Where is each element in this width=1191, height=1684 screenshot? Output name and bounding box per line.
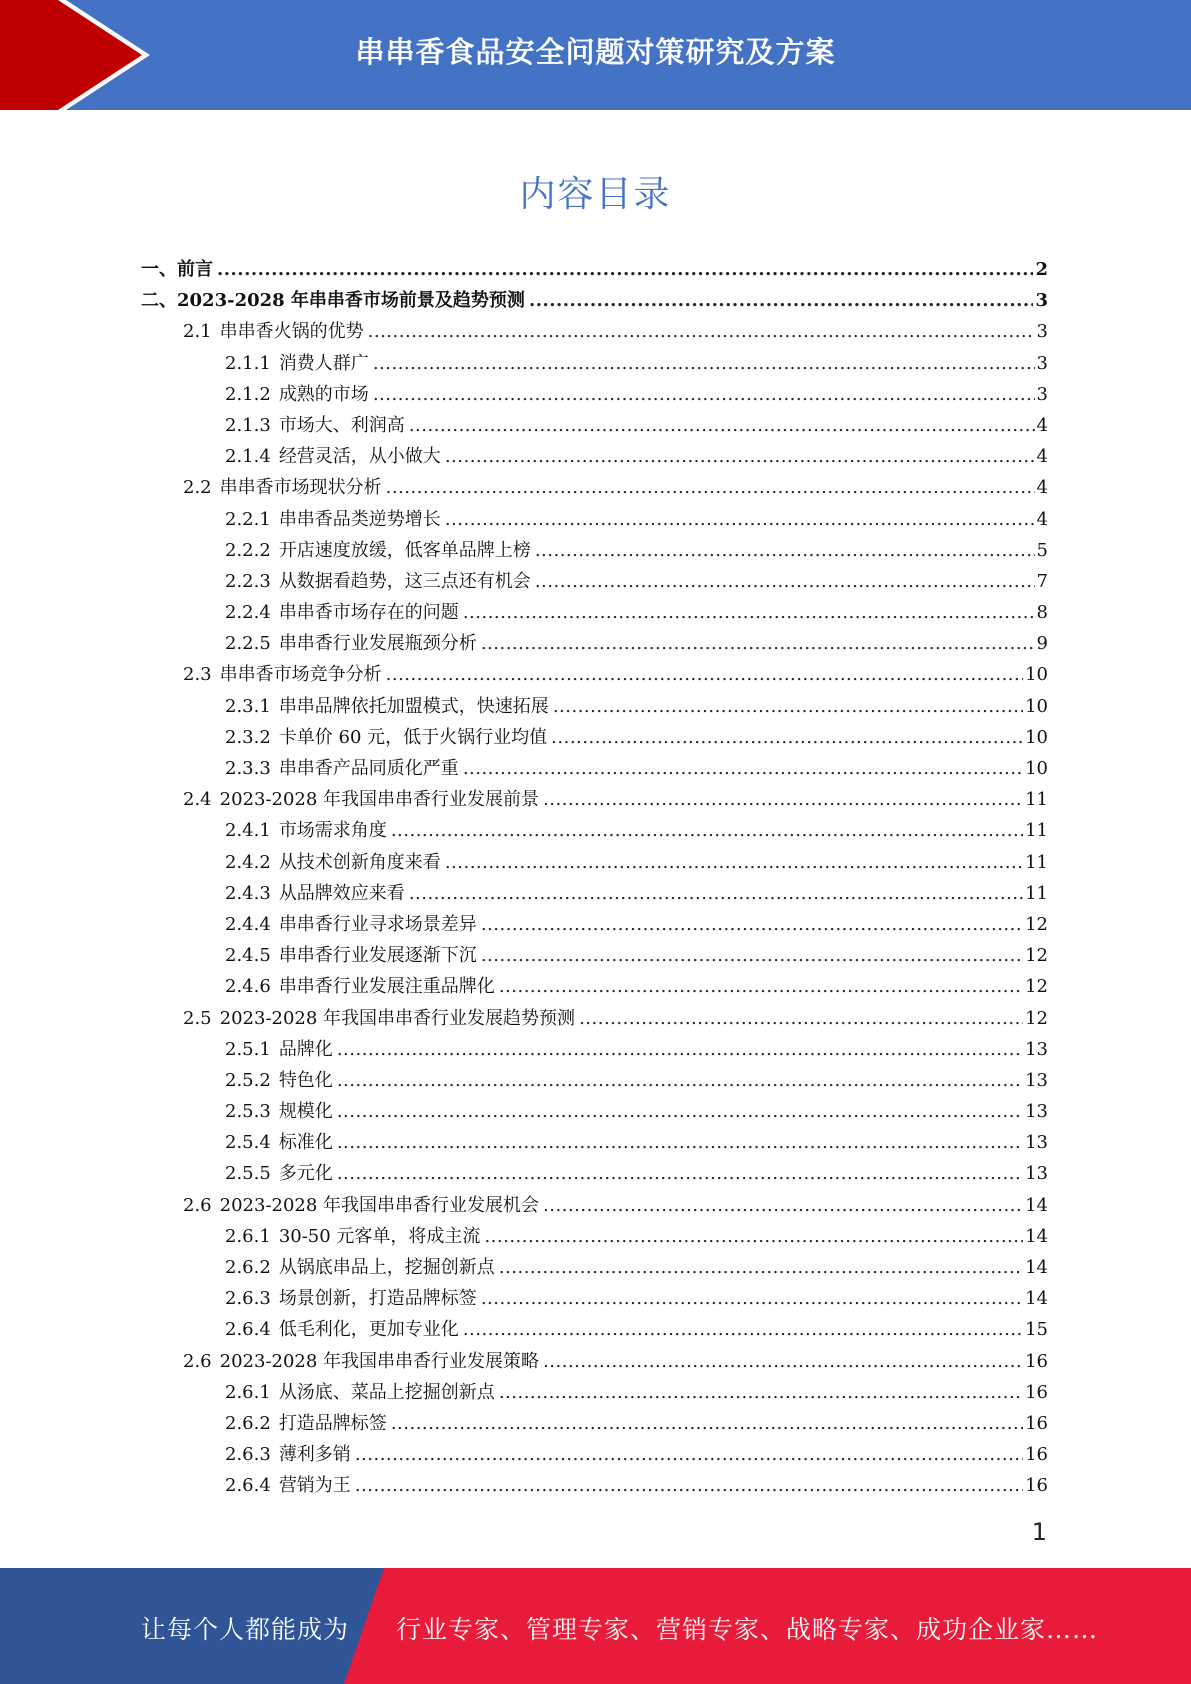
document-title: 串串香食品安全问题对策研究及方案 (355, 35, 836, 69)
header-banner (0, 0, 1191, 110)
toc-entry-page: 4 (1036, 414, 1048, 436)
toc-entry-label: 2023-2028 年我国串串香行业发展机会 (219, 1194, 540, 1216)
toc-entry-label: 串串香行业发展注重品牌化 (278, 976, 495, 998)
toc-dot-leader (543, 784, 1023, 815)
footer-banner (0, 1568, 1191, 1684)
toc-dot-leader (543, 1190, 1023, 1221)
toc-entry-page: 3 (1036, 321, 1048, 343)
toc-entry[interactable] (141, 1377, 1048, 1408)
toc-entry[interactable] (141, 753, 1048, 784)
toc-entry[interactable] (141, 285, 1048, 316)
toc-entry-number: 2.5.3 (225, 1101, 271, 1123)
toc-entry-number: 2.6 (183, 1194, 212, 1216)
toc-dot-leader (499, 1377, 1023, 1408)
toc-dot-leader (579, 1003, 1023, 1034)
toc-entry-label: 2023-2028 年我国串串香行业发展策略 (219, 1350, 540, 1372)
toc-entry-label: 串串品牌依托加盟模式，快速拓展 (278, 695, 549, 717)
toc-entry[interactable] (141, 472, 1048, 503)
toc-entry-page: 16 (1025, 1444, 1048, 1466)
toc-dot-leader (337, 1158, 1023, 1189)
toc-entry-page: 13 (1025, 1069, 1048, 1091)
toc-dot-leader (355, 1470, 1023, 1501)
toc-dot-leader (386, 659, 1023, 690)
toc-entry-page: 10 (1025, 726, 1048, 748)
toc-entry-label: 从品牌效应来看 (278, 882, 405, 904)
toc-entry-label: 从数据看趋势，这三点还有机会 (278, 570, 531, 592)
toc-dot-leader (373, 348, 1035, 379)
toc-entry-page: 11 (1025, 820, 1048, 842)
toc-entry[interactable] (141, 1003, 1048, 1034)
toc-entry-label: 串串香行业寻求场景差异 (278, 913, 477, 935)
toc-entry-number: 2.1 (183, 321, 212, 343)
toc-entry-number: 2.4.3 (225, 882, 271, 904)
toc-entry[interactable] (141, 1283, 1048, 1314)
toc-dot-leader (481, 1283, 1023, 1314)
toc-entry-label: 串串香市场存在的问题 (278, 602, 459, 624)
toc-entry-label: 开店速度放缓，低客单品牌上榜 (278, 539, 531, 561)
toc-entry-label: 串串香市场现状分析 (219, 477, 382, 499)
toc-entry-number: 2.4.6 (225, 976, 271, 998)
toc-entry-label: 标准化 (278, 1132, 333, 1154)
toc-entry-label: 30-50 元客单，将成主流 (278, 1225, 481, 1247)
toc-entry[interactable] (141, 348, 1048, 379)
toc-dot-leader (337, 1127, 1023, 1158)
toc-entry-page: 12 (1025, 976, 1048, 998)
toc-entry[interactable] (141, 1158, 1048, 1189)
toc-entry-page: 5 (1036, 539, 1048, 561)
toc-dot-leader (481, 909, 1023, 940)
toc-entry-number: 2.2.3 (225, 570, 271, 592)
toc-dot-leader (386, 472, 1035, 503)
toc-dot-leader (463, 753, 1023, 784)
toc-entry-number: 2.2.5 (225, 633, 271, 655)
toc-entry-page: 4 (1036, 446, 1048, 468)
toc-entry-page: 16 (1025, 1412, 1048, 1434)
toc-entry-number: 2.5.1 (225, 1038, 271, 1060)
toc-dot-leader (337, 1065, 1023, 1096)
toc-entry-page: 7 (1036, 570, 1048, 592)
toc-entry-page: 13 (1025, 1101, 1048, 1123)
toc-entry[interactable] (141, 1408, 1048, 1439)
toc-entry-number: 2.2.1 (225, 508, 271, 530)
toc-entry-number: 2.4.4 (225, 913, 271, 935)
toc-entry-label: 串串香产品同质化严重 (278, 758, 459, 779)
toc-entry[interactable] (141, 878, 1048, 909)
toc-dot-leader (463, 1314, 1023, 1345)
toc-entry-page: 16 (1025, 1475, 1048, 1497)
toc-entry[interactable] (141, 254, 1048, 285)
toc-entry-number: 2.2.2 (225, 539, 271, 561)
toc-entry-number: 2.1.2 (225, 383, 271, 405)
toc-entry-number: 2.4.5 (225, 945, 271, 967)
toc-entry-page: 13 (1025, 1038, 1048, 1060)
toc-entry[interactable] (141, 566, 1048, 597)
toc-entry-number: 2.5.4 (225, 1132, 271, 1154)
toc-entry[interactable] (141, 847, 1048, 878)
table-of-contents (141, 254, 1048, 1502)
toc-entry[interactable] (141, 940, 1048, 971)
toc-entry-number: 2.4 (183, 789, 212, 811)
toc-entry-number: 2.4.1 (225, 820, 271, 842)
toc-entry-number: 2.6.2 (225, 1257, 271, 1278)
toc-dot-leader (337, 1096, 1023, 1127)
toc-entry-page: 15 (1025, 1319, 1048, 1341)
toc-entry-label: 营销为王 (278, 1475, 351, 1497)
toc-entry-number: 2.6.2 (225, 1412, 271, 1434)
toc-entry-label: 串串香市场竞争分析 (219, 664, 382, 686)
toc-dot-leader (445, 847, 1023, 878)
toc-dot-leader (481, 628, 1035, 659)
toc-dot-leader (391, 815, 1023, 846)
toc-dot-leader (484, 1221, 1023, 1252)
toc-entry-number: 2.3.3 (225, 758, 271, 779)
toc-entry[interactable] (141, 1034, 1048, 1065)
toc-entry[interactable] (141, 410, 1048, 441)
toc-dot-leader (355, 1439, 1023, 1470)
toc-entry[interactable] (141, 379, 1048, 410)
toc-entry-number: 2.5.5 (225, 1163, 271, 1185)
toc-dot-leader (445, 441, 1035, 472)
toc-entry-page: 13 (1025, 1163, 1048, 1185)
toc-entry-number: 2.2.4 (225, 602, 271, 624)
toc-entry-number: 2.6.4 (225, 1475, 271, 1497)
toc-entry-label: 前言 (177, 259, 213, 280)
toc-entry-number: 2.4.2 (225, 851, 271, 873)
toc-entry[interactable] (141, 316, 1048, 347)
toc-entry-label: 薄利多销 (278, 1444, 351, 1466)
toc-entry-label: 特色化 (278, 1069, 333, 1091)
toc-dot-leader (445, 504, 1035, 535)
toc-entry-label: 市场需求角度 (278, 820, 387, 842)
toc-entry-page: 3 (1035, 290, 1048, 312)
toc-entry-page: 4 (1036, 477, 1048, 499)
toc-entry-label: 从汤底、菜品上挖掘创新点 (278, 1381, 495, 1403)
toc-entry[interactable] (141, 1221, 1048, 1252)
toc-entry-number: 2.5.2 (225, 1069, 271, 1091)
toc-entry[interactable] (141, 784, 1048, 815)
toc-entry-page: 12 (1025, 945, 1048, 967)
toc-entry-label: 市场大、利润高 (278, 414, 405, 436)
toc-entry-page: 12 (1025, 1007, 1048, 1029)
toc-entry[interactable] (141, 722, 1048, 753)
toc-dot-leader (409, 410, 1035, 441)
toc-entry-number: 2.6.3 (225, 1444, 271, 1466)
toc-dot-leader (409, 878, 1023, 909)
toc-entry-label: 场景创新，打造品牌标签 (278, 1288, 477, 1310)
toc-entry-page: 10 (1025, 758, 1048, 779)
toc-entry-number: 2.6.1 (225, 1381, 271, 1403)
toc-entry[interactable] (141, 1439, 1048, 1470)
toc-entry-number: 2.5 (183, 1007, 212, 1029)
toc-entry-number: 2.6 (183, 1350, 212, 1372)
toc-entry-label: 规模化 (278, 1101, 333, 1123)
toc-dot-leader (337, 1034, 1023, 1065)
toc-entry[interactable] (141, 535, 1048, 566)
page-number: 1 (1031, 1518, 1047, 1546)
toc-heading: 内容目录 (519, 174, 672, 215)
toc-entry-label: 打造品牌标签 (278, 1412, 387, 1434)
toc-entry[interactable] (141, 1470, 1048, 1501)
toc-entry-page: 11 (1025, 882, 1048, 904)
toc-dot-leader (217, 254, 1033, 285)
toc-entry-page: 13 (1025, 1132, 1048, 1154)
toc-entry[interactable] (141, 441, 1048, 472)
toc-entry[interactable] (141, 691, 1048, 722)
toc-entry-number: 2.3 (183, 664, 212, 686)
toc-entry-page: 16 (1025, 1381, 1048, 1403)
toc-entry[interactable] (141, 597, 1048, 628)
toc-dot-leader (481, 940, 1023, 971)
toc-dot-leader (535, 535, 1035, 566)
toc-entry-label: 2023-2028 年串串香市场前景及趋势预测 (177, 290, 525, 312)
toc-entry-label: 品牌化 (278, 1038, 333, 1060)
toc-entry-number: 二、 (141, 290, 177, 312)
toc-entry[interactable] (141, 1190, 1048, 1221)
toc-entry-number: 2.1.1 (225, 352, 271, 374)
toc-dot-leader (529, 285, 1034, 316)
toc-entry-page: 9 (1036, 633, 1048, 655)
toc-entry-page: 3 (1036, 352, 1048, 374)
toc-entry[interactable] (141, 504, 1048, 535)
toc-entry-page: 14 (1025, 1257, 1048, 1278)
toc-entry-label: 从技术创新角度来看 (278, 851, 441, 873)
toc-entry[interactable] (141, 1127, 1048, 1158)
toc-dot-leader (553, 691, 1023, 722)
toc-entry-page: 3 (1036, 383, 1048, 405)
toc-entry-label: 消费人群广 (278, 352, 369, 374)
toc-dot-leader (535, 566, 1035, 597)
toc-dot-leader (543, 1346, 1023, 1377)
toc-entry[interactable] (141, 1096, 1048, 1127)
toc-entry[interactable] (141, 815, 1048, 846)
toc-entry[interactable] (141, 1065, 1048, 1096)
toc-entry[interactable] (141, 1314, 1048, 1345)
toc-entry-number: 2.6.4 (225, 1319, 271, 1341)
toc-entry-label: 串串香行业发展瓶颈分析 (278, 633, 477, 655)
toc-entry-label: 串串香行业发展逐渐下沉 (278, 945, 477, 967)
toc-dot-leader (499, 1252, 1023, 1283)
toc-entry[interactable] (141, 628, 1048, 659)
toc-dot-leader (463, 597, 1035, 628)
toc-entry-label: 成熟的市场 (278, 383, 369, 405)
toc-entry-page: 16 (1025, 1350, 1048, 1372)
toc-entry-number: 2.1.3 (225, 414, 271, 436)
toc-entry-label: 2023-2028 年我国串串香行业发展趋势预测 (219, 1007, 576, 1029)
footer-slogan-left: 让每个人都能成为 (141, 1615, 350, 1644)
toc-entry-page: 4 (1036, 508, 1048, 530)
toc-entry-page: 14 (1025, 1288, 1048, 1310)
toc-entry-number: 2.6.1 (225, 1225, 271, 1247)
toc-entry-number: 2.1.4 (225, 446, 271, 468)
toc-entry-label: 从锅底串品上，挖掘创新点 (278, 1257, 495, 1278)
toc-entry[interactable] (141, 971, 1048, 1002)
toc-entry-number: 一、 (141, 259, 177, 280)
toc-entry-label: 串串香火锅的优势 (219, 321, 364, 343)
toc-entry-number: 2.6.3 (225, 1288, 271, 1310)
toc-dot-leader (551, 722, 1023, 753)
toc-entry-label: 串串香品类逆势增长 (278, 508, 441, 530)
toc-entry[interactable] (141, 909, 1048, 940)
toc-dot-leader (368, 316, 1035, 347)
toc-entry-label: 多元化 (278, 1163, 333, 1185)
toc-entry-label: 低毛利化，更加专业化 (278, 1319, 459, 1341)
toc-entry-page: 14 (1025, 1225, 1048, 1247)
toc-entry-number: 2.3.2 (225, 726, 271, 748)
toc-entry-page: 11 (1025, 789, 1048, 811)
toc-entry[interactable] (141, 1252, 1048, 1283)
toc-entry[interactable] (141, 659, 1048, 690)
toc-entry[interactable] (141, 1346, 1048, 1377)
toc-entry-label: 经营灵活，从小做大 (278, 446, 441, 468)
toc-entry-label: 卡单价 60 元，低于火锅行业均值 (278, 726, 548, 748)
toc-dot-leader (499, 971, 1023, 1002)
footer-slogan-right: 行业专家、管理专家、营销专家、战略专家、成功企业家…… (396, 1615, 1099, 1644)
toc-entry-page: 10 (1025, 695, 1048, 717)
toc-entry-page: 12 (1025, 913, 1048, 935)
toc-entry-page: 2 (1035, 259, 1048, 280)
toc-dot-leader (391, 1408, 1023, 1439)
toc-entry-page: 11 (1025, 851, 1048, 873)
toc-dot-leader (373, 379, 1035, 410)
toc-entry-label: 2023-2028 年我国串串香行业发展前景 (219, 789, 540, 811)
toc-entry-page: 14 (1025, 1194, 1048, 1216)
toc-entry-page: 10 (1025, 664, 1048, 686)
toc-entry-number: 2.3.1 (225, 695, 271, 717)
toc-entry-page: 8 (1036, 602, 1048, 624)
toc-entry-number: 2.2 (183, 477, 212, 499)
